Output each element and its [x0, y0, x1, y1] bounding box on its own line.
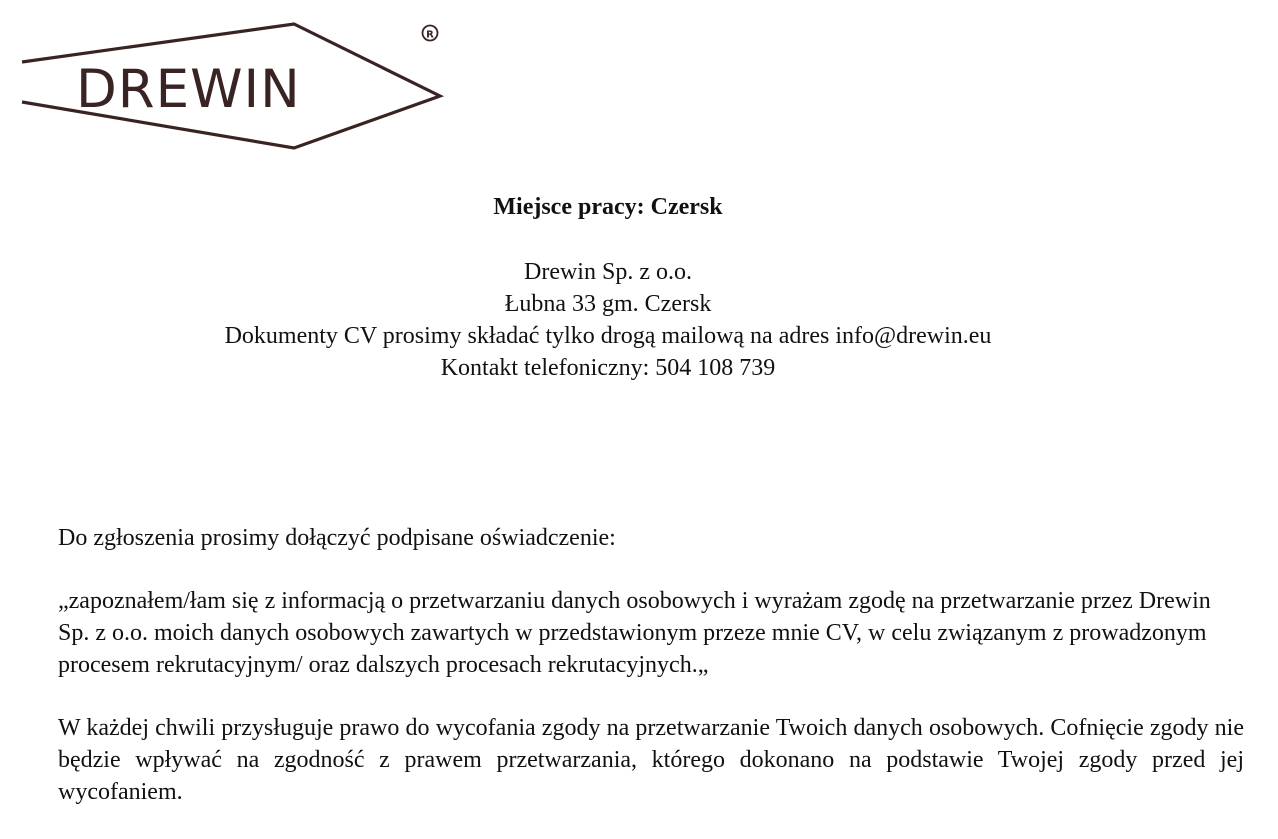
- consent-intro: Do zgłoszenia prosimy dołączyć podpisane oświadczenie:: [58, 525, 616, 551]
- page-title: Miejsce pracy: Czersk: [493, 194, 723, 220]
- cv-instructions: Dokumenty CV prosimy składać tylko drogą mailową na adres info@drewin.eu: [224, 323, 992, 349]
- drewin-logo: [18, 18, 448, 153]
- job-header: [0, 192, 1216, 384]
- company-address: Łubna 33 gm. Czersk: [504, 291, 712, 317]
- consent-statement: „zapoznałem/łam się z informacją o przetwarzaniu danych osobowych i wyrażam zgodę na przetwarzanie przez Drewin Sp. z o.o. moich danych osobowych zawartych w przedstawionym przeze mnie CV, w celu związanym z prowadzonym procesem rekrutacyjnym/ oraz dalszych procesach rekrutacyjnych.„: [58, 588, 1211, 678]
- logo-graphic: [18, 18, 448, 153]
- company-name: Drewin Sp. z o.o.: [524, 259, 692, 285]
- withdrawal-notice: W każdej chwili przysługuje prawo do wycofania zgody na przetwarzanie Twoich danych osobowych. Cofnięcie zgody nie będzie wpływać na zgodność z prawem przetwarzania, którego dokonano na podstawie Twojej zgody przed jej wycofaniem.: [58, 715, 1244, 805]
- logo-wordmark: DREWIN: [76, 59, 301, 120]
- registered-mark-letter: R: [426, 29, 434, 41]
- phone-contact: Kontakt telefoniczny: 504 108 739: [440, 355, 776, 381]
- consent-section: [58, 522, 1244, 839]
